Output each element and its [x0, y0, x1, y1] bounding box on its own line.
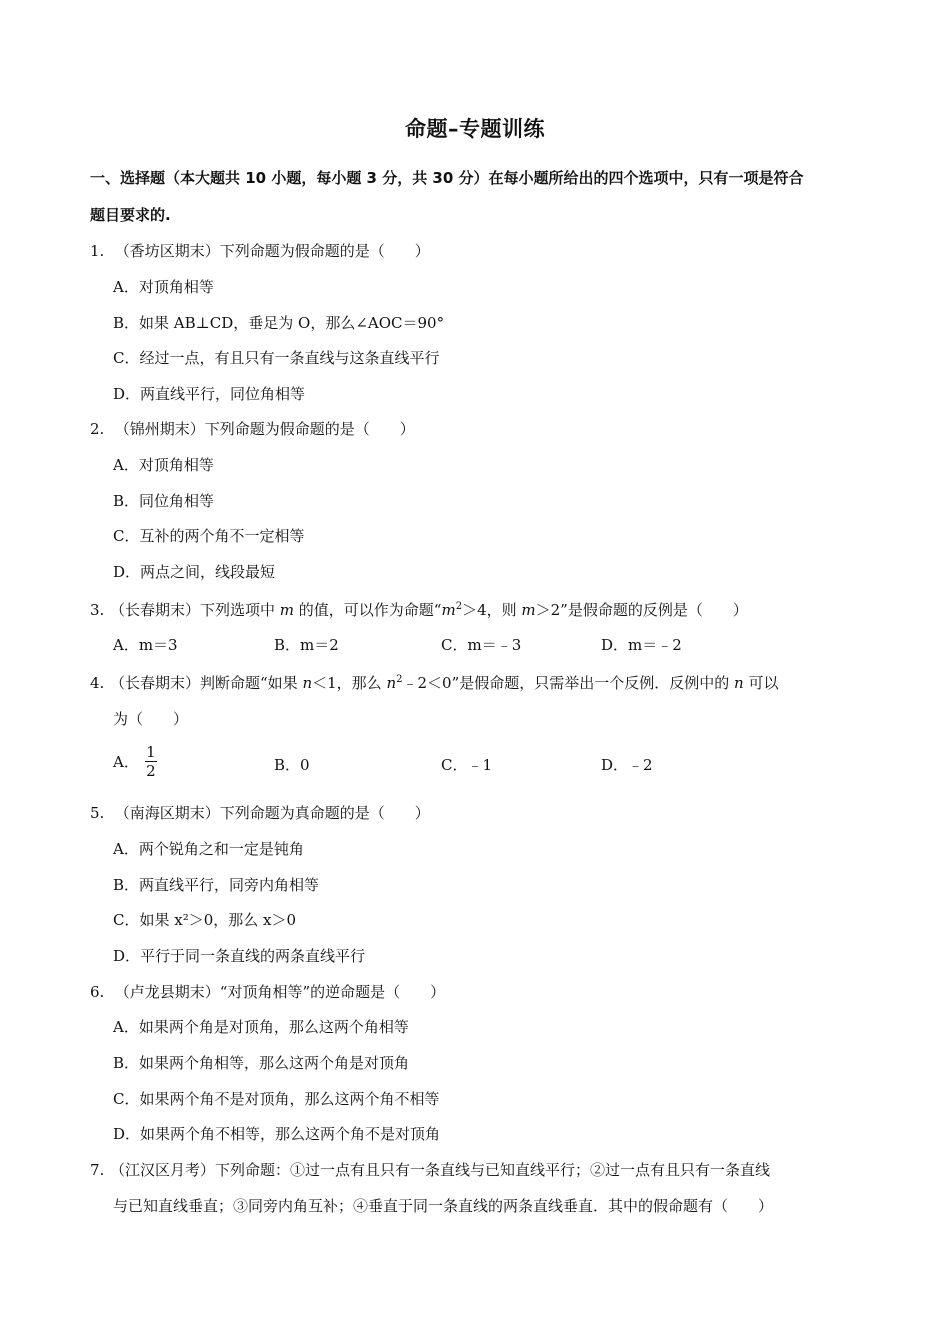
question-text-part: ＞2”是假命题的反例是（ ）: [535, 601, 748, 619]
question-1-option-a: A．对顶角相等: [113, 278, 214, 296]
question-text: （江汉区月考）下列命题：①过一点有且只有一条直线与已知直线平行；②过一点有且只有一条直线: [110, 1161, 771, 1179]
question-text-part: （长春期末）下列选项中: [110, 601, 280, 619]
math-variable: m: [441, 601, 456, 619]
question-6-option-c: C．如果两个角不是对顶角，那么这两个角不相等: [113, 1090, 440, 1108]
question-1-option-c: C．经过一点，有且只有一条直线与这条直线平行: [113, 349, 440, 367]
question-text: （锦州期末）下列命题为假命题的是（ ）: [114, 420, 415, 438]
math-variable: n: [302, 674, 313, 692]
question-text-part: （长春期末）判断命题“如果: [110, 674, 303, 692]
math-variable: m: [279, 601, 295, 619]
section-heading-line2: 题目要求的.: [90, 206, 171, 224]
question-3-stem: [90, 589, 865, 628]
question-number: 5.: [90, 804, 105, 822]
question-1-stem: [90, 233, 865, 269]
question-6-option-a: A．如果两个角是对顶角，那么这两个角相等: [113, 1018, 409, 1036]
question-5-stem: [90, 795, 865, 831]
question-3-option-c: C．m＝﹣3: [441, 636, 522, 654]
question-5-option-b: B．两直线平行，同旁内角相等: [113, 876, 320, 894]
question-6-option-b: B．如果两个角相等，那么这两个角是对顶角: [113, 1054, 410, 1072]
question-5-option-a: A．两个锐角之和一定是钝角: [113, 840, 304, 858]
question-text-part: 的值，可以作为命题“: [294, 601, 442, 619]
math-variable: n: [386, 674, 397, 692]
math-variable: n: [734, 674, 744, 692]
question-2-option-b: B．同位角相等: [113, 492, 215, 510]
question-text-part: ＜1，那么: [312, 674, 387, 692]
question-3-option-a: A．m＝3: [113, 636, 178, 654]
question-2-option-d: D．两点之间，线段最短: [113, 563, 276, 581]
section-heading-line1: 一、选择题（本大题共 10 小题，每小题 3 分，共 30 分）在每小题所给出的四个选项中，只有一项是符合: [90, 169, 804, 187]
question-number: 7.: [90, 1161, 105, 1179]
question-2-option-a: A．对顶角相等: [113, 456, 214, 474]
math-variable: m: [521, 601, 536, 619]
question-text-continuation: 与已知直线垂直；③同旁内角互补；④垂直于同一条直线的两条直线垂直．其中的假命题有（ ）: [113, 1197, 774, 1215]
math-exponent: 2: [455, 601, 463, 612]
question-number: 1.: [90, 242, 105, 260]
question-4-option-c: C．﹣1: [441, 756, 493, 774]
question-number: 4.: [90, 674, 105, 692]
question-text-part: 可以: [743, 674, 779, 692]
question-3-option-b: B．m＝2: [274, 636, 339, 654]
question-7-stem: [90, 1152, 865, 1224]
question-4-option-d: D．﹣2: [601, 756, 653, 774]
question-text: （香坊区期末）下列命题为假命题的是（ ）: [114, 242, 430, 260]
question-4-option-a: [113, 743, 157, 780]
math-exponent: 2: [396, 674, 403, 685]
question-2-stem: [90, 411, 865, 447]
question-text: （卢龙县期末）“对顶角相等”的逆命题是（ ）: [114, 983, 446, 1001]
question-text-part: ＞4，则: [462, 601, 522, 619]
fraction: [145, 743, 157, 780]
option-label: A．: [113, 753, 139, 771]
section-heading: [90, 160, 865, 234]
fraction-denominator: 2: [146, 762, 156, 780]
question-1-option-d: D．两直线平行，同位角相等: [113, 385, 306, 403]
question-4-options-row: [113, 743, 873, 787]
question-2-option-c: C．互补的两个角不一定相等: [113, 527, 305, 545]
question-text-continuation: 为（ ）: [113, 710, 189, 728]
fraction-numerator: 1: [146, 743, 156, 761]
question-number: 3.: [90, 601, 105, 619]
question-4-stem: [90, 662, 865, 737]
question-text: （南海区期末）下列命题为真命题的是（ ）: [114, 804, 430, 822]
question-4-option-b: B．0: [274, 756, 310, 774]
question-text-part: ﹣2＜0”是假命题，只需举出一个反例．反例中的: [402, 674, 735, 692]
question-5-option-c: C．如果 x²＞0，那么 x＞0: [113, 911, 297, 929]
question-number: 2.: [90, 420, 105, 438]
question-1-option-b: B．如果 AB⊥CD，垂足为 O，那么∠AOC＝90°: [113, 314, 445, 332]
question-number: 6.: [90, 983, 105, 1001]
question-6-stem: [90, 974, 865, 1010]
question-6-option-d: D．如果两个角不相等，那么这两个角不是对顶角: [113, 1125, 441, 1143]
page-title: 命题–专题训练: [405, 117, 545, 141]
question-5-option-d: D．平行于同一条直线的两条直线平行: [113, 947, 366, 965]
question-3-option-d: D．m＝﹣2: [601, 636, 682, 654]
